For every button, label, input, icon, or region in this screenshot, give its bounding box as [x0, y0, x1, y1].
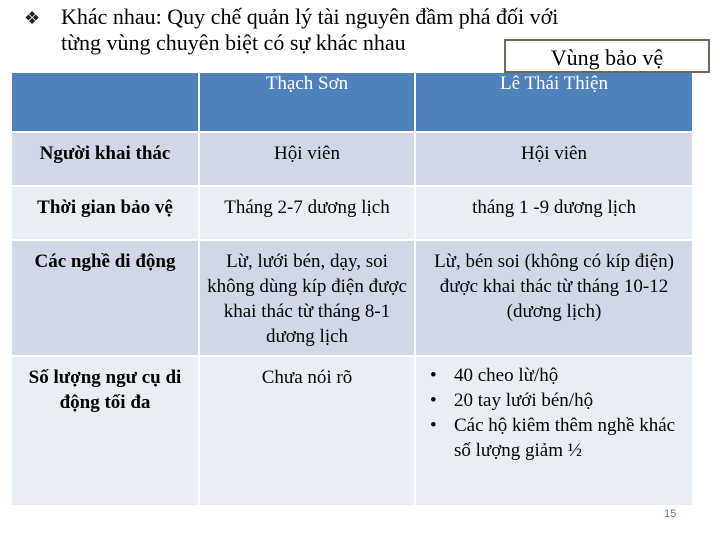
header-cell-empty — [12, 73, 200, 133]
table-cell: Tháng 2-7 dương lịch — [200, 187, 416, 241]
list-item: • 20 tay lưới bén/hộ — [430, 388, 692, 413]
diamond-bullet-icon: ❖ — [24, 8, 41, 28]
list-item: • 40 cheo lừ/hộ — [430, 363, 692, 388]
table-row — [12, 357, 694, 507]
heading-line-1: Khác nhau: Quy chế quản lý tài nguyên đầm phá đối với — [61, 4, 559, 29]
table-cell — [416, 357, 694, 507]
header-cell-le-thai-thien: Lê Thái Thiện — [416, 73, 694, 133]
row-label: Các nghề di động — [12, 241, 200, 357]
gear-limit-list — [416, 357, 692, 463]
list-item: • Các hộ kiêm thêm nghề khác số lượng giảm ½ — [430, 413, 692, 463]
row-label: Người khai thác — [12, 133, 200, 187]
table-cell: Hội viên — [200, 133, 416, 187]
heading-line-2: từng vùng chuyên biệt có sự khác nhau — [61, 30, 406, 55]
table-row — [12, 241, 694, 357]
table-cell: Lừ, bén soi (không có kíp điện) được khai thác từ tháng 10-12 (dương lịch) — [416, 241, 694, 357]
table-row — [12, 133, 694, 187]
comparison-table — [12, 73, 694, 507]
table-cell: Hội viên — [416, 133, 694, 187]
page-number: 15 — [664, 508, 677, 520]
table-cell: tháng 1 -9 dương lịch — [416, 187, 694, 241]
row-label: Số lượng ngư cụ di động tối đa — [12, 357, 200, 507]
header-cell-thach-son: Thạch Sơn — [200, 73, 416, 133]
table-cell: Lừ, lưới bén, dạy, soi không dùng kíp điện được khai thác từ tháng 8-1 dương lịch — [200, 241, 416, 357]
row-label: Thời gian bảo vệ — [12, 187, 200, 241]
table-header-row — [12, 73, 694, 133]
table-cell: Chưa nói rõ — [200, 357, 416, 507]
callout-box: Vùng bảo vệ — [504, 39, 710, 73]
table-row — [12, 187, 694, 241]
